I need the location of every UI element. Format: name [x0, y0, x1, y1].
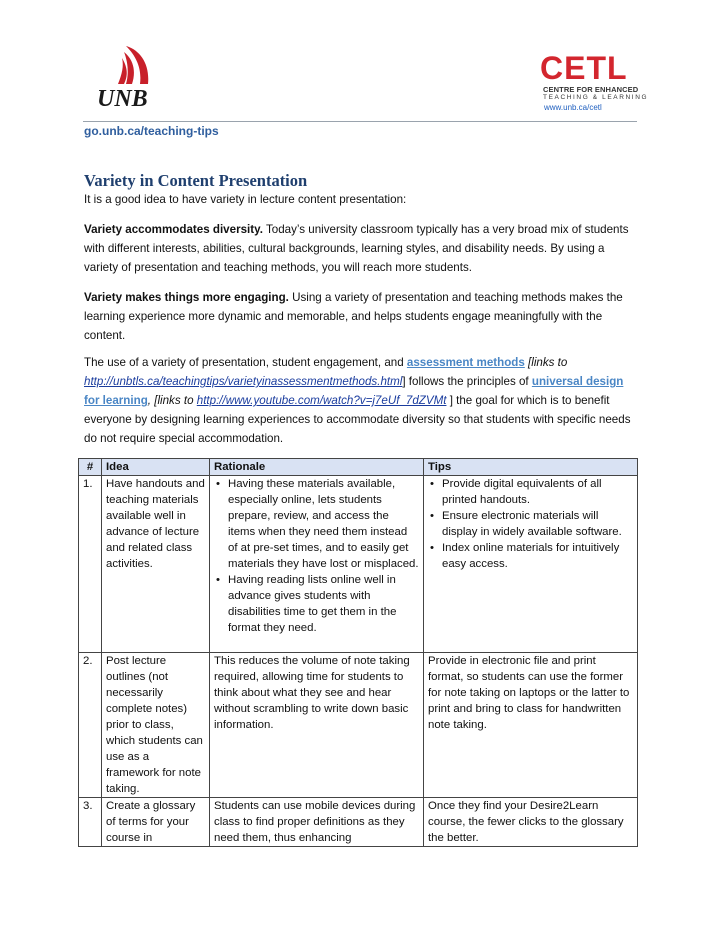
header-divider — [83, 121, 637, 122]
teaching-tips-link[interactable]: go.unb.ca/teaching-tips — [84, 124, 219, 138]
tips-bullet: • Ensure electronic materials will display in widely available software. — [428, 508, 633, 540]
row-tips — [424, 476, 638, 653]
cetl-logo-url: www.unb.ca/cetl — [544, 103, 602, 112]
row-tips: Provide in electronic file and print format, so students can use the former for note taking on laptops or the latter to print and bring to class for handwritten note taking. — [424, 653, 638, 798]
assessment-methods-link[interactable]: assessment methods — [406, 356, 525, 369]
universal-design-link[interactable]: universal design for learning — [84, 375, 624, 407]
row-number: 1. — [79, 476, 102, 653]
tips-bullet: • Provide digital equivalents of all printed handouts. — [428, 476, 633, 508]
row-rationale: This reduces the volume of note taking required, allowing time for students to think about what they see and hear without scrambling to write down basic information. — [210, 653, 424, 798]
assessment-url-link[interactable]: http://unbtls.ca/teachingtips/varietyinassessmentmethods.html — [84, 375, 403, 388]
row-idea: Create a glossary of terms for your course in — [102, 798, 210, 847]
tips-table — [78, 458, 638, 847]
rationale-bullet: • Having reading lists online well in advance gives students with disabilities time to get them in the format they need. — [214, 572, 419, 636]
paragraph-engaging-lead: Variety makes things more engaging. — [84, 291, 289, 304]
table-row — [79, 798, 638, 847]
paragraph-diversity-lead: Variety accommodates diversity. — [84, 223, 263, 236]
header-tips: Tips — [424, 459, 638, 476]
row-idea: Have handouts and teaching materials available well in advance of lecture and related class activities. — [102, 476, 210, 653]
paragraph-engaging — [84, 288, 640, 345]
udl-text-4: , [links to — [147, 394, 197, 407]
cetl-logo-line1: CENTRE FOR ENHANCED — [543, 85, 639, 94]
cetl-logo-text: CETL — [540, 50, 628, 86]
row-number: 3. — [79, 798, 102, 847]
unb-logo-text: UNB — [97, 86, 148, 112]
header-number: # — [79, 459, 102, 476]
row-number: 2. — [79, 653, 102, 798]
paragraph-diversity-body: Today’s university classroom typically has a very broad mix of students with different interests, abilities, cultural backgrounds, learning styles, and disability needs. By using a variety of presentation and teaching methods, you will reach more students. — [84, 223, 629, 274]
tips-bullet: • Index online materials for intuitively easy access. — [428, 540, 633, 572]
cetl-logo-line2: TEACHING & LEARNING — [543, 94, 649, 101]
table-header-row — [79, 459, 638, 476]
row-rationale: Students can use mobile devices during class to find proper definitions as they need them, thus enhancing — [210, 798, 424, 847]
paragraph-udl — [84, 353, 640, 448]
intro-text: It is a good idea to have variety in lecture content presentation: — [84, 193, 407, 206]
udl-text-2: [links to — [524, 356, 568, 369]
udl-text-5: ] the goal for which is to benefit everyone by designing learning experiences to accommodate diversity so that students with specific needs do not require special accommodation. — [84, 394, 631, 445]
paragraph-engaging-body: Using a variety of presentation and teaching methods makes the learning experience more dynamic and memorable, and helps students engage meaningfully with the content. — [84, 291, 623, 342]
youtube-url-link[interactable]: http://www.youtube.com/watch?v=j7eUf_7dZVMt — [196, 394, 447, 407]
paragraph-diversity — [84, 220, 640, 277]
row-tips: Once they find your Desire2Learn course, the fewer clicks to the glossary the better. — [424, 798, 638, 847]
table-row — [79, 476, 638, 653]
row-rationale — [210, 476, 424, 653]
table-row — [79, 653, 638, 798]
udl-text-1: The use of a variety of presentation, student engagement, and — [84, 356, 407, 369]
header-idea: Idea — [102, 459, 210, 476]
udl-text-3: ] follows the principles of — [402, 375, 532, 388]
page-title: Variety in Content Presentation — [84, 171, 308, 190]
cetl-logo — [540, 50, 649, 118]
row-idea: Post lecture outlines (not necessarily complete notes) prior to class, which students can use as a framework for note taking. — [102, 653, 210, 798]
rationale-bullet: • Having these materials available, especially online, lets students prepare, review, and access the items when they need them instead of at pre-set times, and to easily get materials they have lost or misplaced. — [214, 476, 419, 572]
header-rationale: Rationale — [210, 459, 424, 476]
